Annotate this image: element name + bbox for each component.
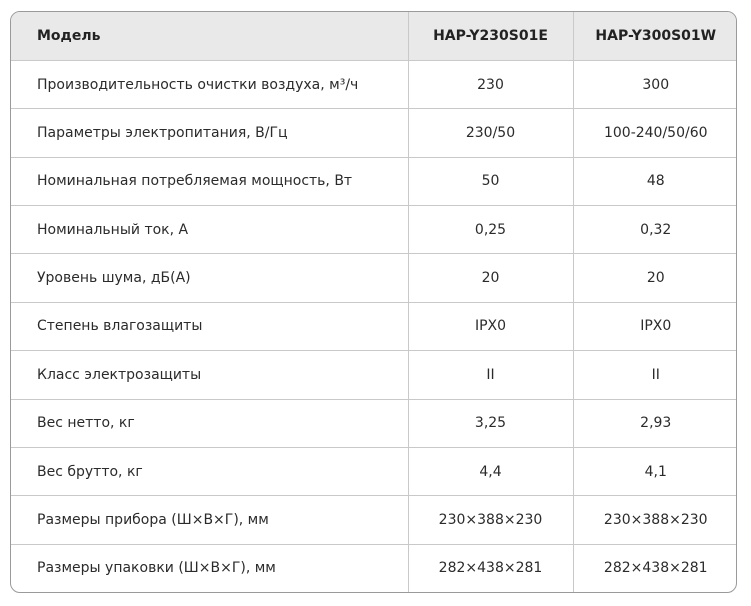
spec-table-container [10, 11, 737, 593]
row-value-model-1: 50 [408, 157, 573, 205]
row-label: Производительность очистки воздуха, м³/ч [11, 61, 408, 109]
table-row [11, 157, 737, 205]
row-value-model-1: 230/50 [408, 109, 573, 157]
row-value-model-2: 0,32 [573, 206, 737, 254]
header-model-2: HAP-Y300S01W [573, 12, 737, 61]
row-value-model-2: II [573, 351, 737, 399]
row-value-model-2: 4,1 [573, 447, 737, 495]
row-value-model-1: 20 [408, 254, 573, 302]
row-value-model-1: 4,4 [408, 447, 573, 495]
row-value-model-1: 282×438×281 [408, 544, 573, 592]
row-label: Уровень шума, дБ(А) [11, 254, 408, 302]
table-row [11, 399, 737, 447]
table-row [11, 351, 737, 399]
row-value-model-1: 230 [408, 61, 573, 109]
row-value-model-2: 2,93 [573, 399, 737, 447]
row-label: Класс электрозащиты [11, 351, 408, 399]
row-label: Параметры электропитания, В/Гц [11, 109, 408, 157]
row-label: Размеры упаковки (Ш×В×Г), мм [11, 544, 408, 592]
table-row [11, 61, 737, 109]
row-label: Степень влагозащиты [11, 302, 408, 350]
table-row [11, 254, 737, 302]
table-row [11, 206, 737, 254]
row-value-model-1: 3,25 [408, 399, 573, 447]
row-value-model-2: 282×438×281 [603, 560, 708, 577]
table-row [11, 109, 737, 157]
row-value-model-2: 300 [573, 61, 737, 109]
row-label: Номинальный ток, А [11, 206, 408, 254]
row-value-model-2: 230×388×230 [573, 496, 737, 544]
row-value-model-1: 0,25 [408, 206, 573, 254]
header-model-1: HAP-Y230S01E [408, 12, 573, 61]
row-label: Вес нетто, кг [11, 399, 408, 447]
row-value-model-2: 48 [573, 157, 737, 205]
table-row [11, 447, 737, 495]
row-label: Номинальная потребляемая мощность, Вт [11, 157, 408, 205]
row-value-model-2: 100-240/50/60 [573, 109, 737, 157]
table-row [11, 302, 737, 350]
row-value-model-2: 20 [573, 254, 737, 302]
spec-table [11, 12, 737, 592]
row-value-model-1: 230×388×230 [408, 496, 573, 544]
table-row [11, 544, 737, 592]
row-value-model-2: IPX0 [573, 302, 737, 350]
table-row [11, 496, 737, 544]
table-header-row [11, 12, 737, 61]
row-label: Размеры прибора (Ш×В×Г), мм [11, 496, 408, 544]
row-value-model-1: II [408, 351, 573, 399]
row-value-model-1: IPX0 [408, 302, 573, 350]
header-model-label: Модель [11, 12, 408, 61]
row-label: Вес брутто, кг [11, 447, 408, 495]
